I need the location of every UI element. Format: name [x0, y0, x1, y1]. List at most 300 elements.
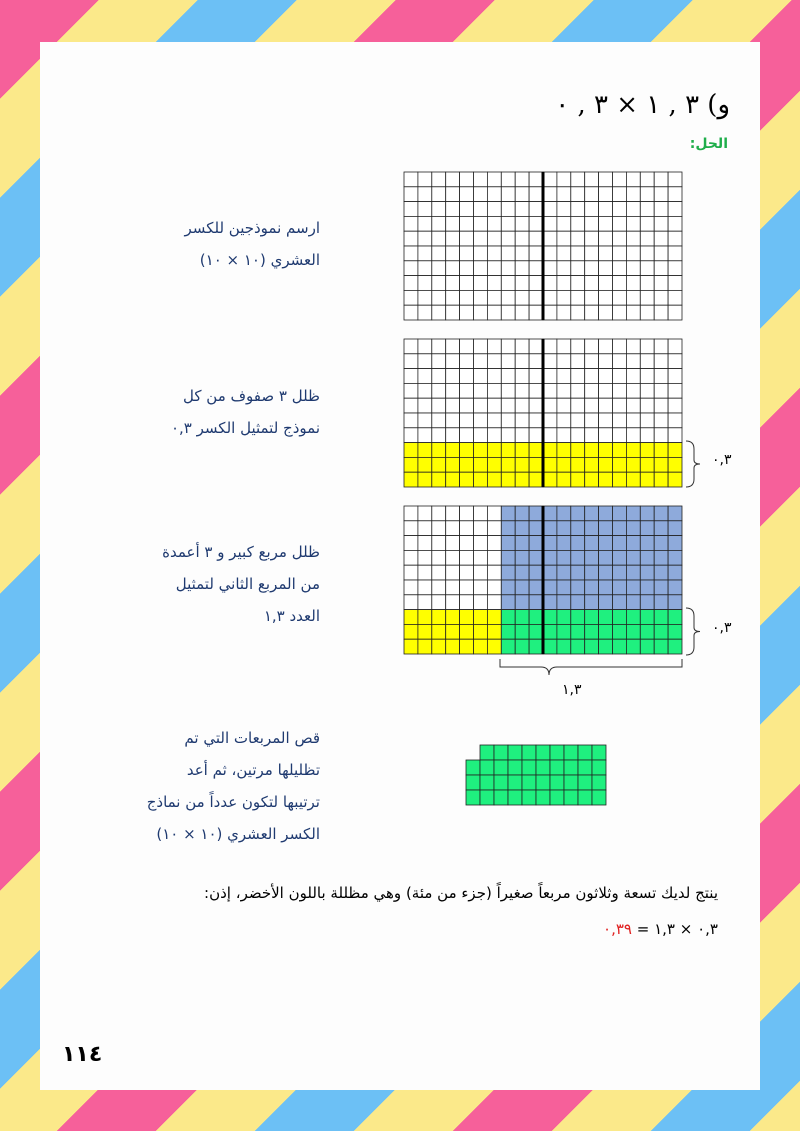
model-1-cell — [626, 231, 640, 246]
model-3-cell — [474, 639, 488, 654]
model-1-cell — [460, 172, 474, 187]
model-1-cell — [418, 172, 432, 187]
page-number: ١١٤ — [62, 1042, 103, 1067]
exercise-title: و) ٣ , ١ × ٣ , ٠ — [555, 90, 730, 120]
brace-rows-2 — [686, 441, 700, 487]
model-1-cell — [501, 172, 515, 187]
model-2-cell — [487, 428, 501, 443]
model-1-cell — [626, 216, 640, 231]
model-3-cell — [487, 624, 501, 639]
model-2-cell — [654, 398, 668, 413]
solution-label: الحل: — [689, 136, 728, 152]
model-1-cell — [668, 305, 682, 320]
model-3-cell — [501, 610, 515, 625]
model-2-cell — [404, 398, 418, 413]
model-2-cell — [418, 443, 432, 458]
model-1-cell — [460, 261, 474, 276]
product-cell — [550, 790, 564, 805]
model-2-cell — [432, 354, 446, 369]
model-1-cell — [487, 172, 501, 187]
model-3-cell — [404, 610, 418, 625]
model-1-cell — [515, 187, 529, 202]
model-2-cell — [585, 443, 599, 458]
product-cell — [522, 745, 536, 760]
model-3-cell — [474, 565, 488, 580]
model-2-cell — [404, 413, 418, 428]
model-1-cell — [571, 261, 585, 276]
model-3-cell — [654, 610, 668, 625]
model-1-cell — [654, 187, 668, 202]
model-1-cell — [626, 290, 640, 305]
model-1-cell — [557, 290, 571, 305]
model-2-cell — [432, 457, 446, 472]
model-2-cell — [487, 472, 501, 487]
model-2-cell — [626, 369, 640, 384]
model-2-cell — [460, 398, 474, 413]
model-1-cell — [557, 202, 571, 217]
model-2-cell — [418, 472, 432, 487]
model-1-cell — [585, 172, 599, 187]
model-1-cell — [640, 305, 654, 320]
model-3-cell — [654, 550, 668, 565]
model-1-cell — [404, 172, 418, 187]
model-1-cell — [432, 290, 446, 305]
model-2-cell — [515, 398, 529, 413]
model-2-cell — [571, 472, 585, 487]
model-2-cell — [474, 339, 488, 354]
product-cell — [494, 745, 508, 760]
model-3-cell — [613, 610, 627, 625]
model-2-cell — [404, 443, 418, 458]
model-3-cell — [432, 580, 446, 595]
product-cell — [494, 760, 508, 775]
model-3-cell — [626, 506, 640, 521]
model-1-cell — [529, 305, 543, 320]
model-2-cell — [404, 369, 418, 384]
model-1-cell — [585, 216, 599, 231]
model-2-cell — [571, 428, 585, 443]
model-2-cell — [640, 413, 654, 428]
model-2-cell — [460, 354, 474, 369]
model-2-cell — [474, 383, 488, 398]
model-3-cell — [501, 536, 515, 551]
model-1-cell — [557, 216, 571, 231]
product-cell — [536, 745, 550, 760]
model-3-cell — [626, 624, 640, 639]
model-3-cell — [626, 536, 640, 551]
model-1-cell — [460, 305, 474, 320]
model-3-cell — [654, 521, 668, 536]
model-3-cell — [585, 506, 599, 521]
model-2-cell — [474, 354, 488, 369]
model-1-cell — [557, 187, 571, 202]
model-2-cell — [487, 398, 501, 413]
model-1-cell — [613, 290, 627, 305]
model-3-cell — [543, 536, 557, 551]
model-1-cell — [515, 290, 529, 305]
model-3-cell — [418, 521, 432, 536]
model-3-cell — [571, 580, 585, 595]
model-1-cell — [668, 202, 682, 217]
model-1-cell — [640, 246, 654, 261]
model-2-cell — [515, 428, 529, 443]
model-2-cell — [404, 472, 418, 487]
model-3-cell — [668, 565, 682, 580]
model-1-cell — [668, 276, 682, 291]
model-3-cell — [585, 639, 599, 654]
model-1-cell — [501, 202, 515, 217]
model-3-cell — [460, 521, 474, 536]
model-1-cell — [626, 187, 640, 202]
model-3-cell — [515, 550, 529, 565]
model-1-cell — [529, 187, 543, 202]
brace-rows-3 — [686, 608, 700, 655]
model-2-cell — [501, 354, 515, 369]
model-2-cell — [626, 428, 640, 443]
model-1-cell — [613, 276, 627, 291]
model-3-cell — [474, 506, 488, 521]
model-3-cell — [432, 506, 446, 521]
product-cell — [536, 775, 550, 790]
model-1-cell — [515, 246, 529, 261]
model-3-cell — [599, 610, 613, 625]
model-1-cell — [515, 202, 529, 217]
model-1-cell — [571, 216, 585, 231]
model-3-cell — [446, 610, 460, 625]
model-1-cell — [613, 216, 627, 231]
model-1-cell — [654, 202, 668, 217]
model-3-cell — [460, 580, 474, 595]
model-3-cell — [501, 624, 515, 639]
model-1-cell — [418, 202, 432, 217]
model-3-cell — [515, 536, 529, 551]
model-1-cell — [501, 216, 515, 231]
model-2-cell — [432, 472, 446, 487]
product-cell — [578, 745, 592, 760]
model-2-cell — [654, 472, 668, 487]
model-3-cell — [557, 610, 571, 625]
product-cell — [508, 745, 522, 760]
model-1-cell — [501, 246, 515, 261]
model-2-cell — [487, 369, 501, 384]
model-2-cell — [446, 383, 460, 398]
model-1-cell — [474, 276, 488, 291]
model-2-cell — [613, 369, 627, 384]
product-cell — [592, 760, 606, 775]
model-3-cell — [543, 506, 557, 521]
product-cell — [494, 790, 508, 805]
model-2-cell — [529, 339, 543, 354]
model-2-cell — [543, 428, 557, 443]
model-2-cell — [599, 428, 613, 443]
model-3-cell — [571, 595, 585, 610]
model-2-cell — [474, 413, 488, 428]
product-cell — [522, 775, 536, 790]
model-2-cell — [529, 383, 543, 398]
model-3-cell — [501, 521, 515, 536]
model-1-cell — [599, 231, 613, 246]
label-rows-2: ٠,٣ — [712, 452, 732, 468]
product-cell — [466, 790, 480, 805]
model-2-cell — [599, 369, 613, 384]
model-2-cell — [404, 428, 418, 443]
model-3-cell — [599, 536, 613, 551]
model-1-cell — [543, 216, 557, 231]
model-1-cell — [487, 187, 501, 202]
product-cell — [578, 760, 592, 775]
model-2-cell — [487, 443, 501, 458]
model-3-cell — [571, 565, 585, 580]
product-cell — [564, 760, 578, 775]
model-3-cell — [432, 521, 446, 536]
model-3-cell — [585, 550, 599, 565]
model-2-cell — [404, 457, 418, 472]
model-1-cell — [432, 216, 446, 231]
model-2-cell — [404, 354, 418, 369]
model-2-cell — [557, 383, 571, 398]
model-3-cell — [474, 624, 488, 639]
model-1-cell — [460, 231, 474, 246]
model-3-cell — [418, 536, 432, 551]
model-3-cell — [529, 521, 543, 536]
model-3-cell — [668, 506, 682, 521]
model-2-cell — [613, 354, 627, 369]
model-3-cell — [404, 565, 418, 580]
model-3-cell — [599, 565, 613, 580]
model-2-cell — [557, 413, 571, 428]
model-2-cell — [487, 339, 501, 354]
model-3-cell — [404, 550, 418, 565]
model-3-cell — [515, 610, 529, 625]
model-2-cell — [515, 369, 529, 384]
model-2-cell — [474, 472, 488, 487]
model-2-cell — [557, 339, 571, 354]
model-1-cell — [640, 216, 654, 231]
model-1-cell — [613, 261, 627, 276]
model-2-cell — [668, 398, 682, 413]
model-1-cell — [557, 276, 571, 291]
model-1-cell — [487, 246, 501, 261]
model-1-cell — [599, 261, 613, 276]
model-3-cell — [446, 595, 460, 610]
model-1-cell — [626, 305, 640, 320]
model-2-cell — [668, 413, 682, 428]
model-1-cell — [599, 290, 613, 305]
model-2-cell — [432, 428, 446, 443]
model-3-cell — [432, 610, 446, 625]
model-3-cell — [529, 624, 543, 639]
model-1-cell — [640, 187, 654, 202]
model-3-cell — [446, 521, 460, 536]
model-2-cell — [599, 472, 613, 487]
model-2-cell — [640, 383, 654, 398]
model-1-cell — [432, 261, 446, 276]
model-2-cell — [501, 428, 515, 443]
model-3-cell — [487, 521, 501, 536]
model-2-cell — [501, 413, 515, 428]
model-3-cell — [599, 580, 613, 595]
model-3-cell — [640, 521, 654, 536]
model-1-cell — [585, 276, 599, 291]
model-1-cell — [515, 261, 529, 276]
model-1-cell — [446, 290, 460, 305]
model-1-cell — [613, 172, 627, 187]
model-1-cell — [529, 202, 543, 217]
model-3-cell — [571, 550, 585, 565]
model-2-cell — [668, 428, 682, 443]
model-3-cell — [668, 624, 682, 639]
model-1-cell — [474, 187, 488, 202]
model-1-cell — [418, 216, 432, 231]
model-3-cell — [571, 536, 585, 551]
model-3-cell — [640, 595, 654, 610]
model-1-cell — [543, 231, 557, 246]
model-1-cell — [446, 305, 460, 320]
model-2-cell — [543, 472, 557, 487]
model-3-cell — [487, 580, 501, 595]
model-3-cell — [599, 506, 613, 521]
model-3-cell — [613, 550, 627, 565]
model-1-cell — [626, 202, 640, 217]
model-1-cell — [613, 246, 627, 261]
model-1-cell — [418, 290, 432, 305]
model-3-cell — [487, 565, 501, 580]
model-1-cell — [474, 305, 488, 320]
model-3-cell — [404, 624, 418, 639]
model-2-cell — [626, 354, 640, 369]
model-1-cell — [474, 216, 488, 231]
model-1-cell — [585, 261, 599, 276]
model-3-cell — [599, 521, 613, 536]
model-3-cell — [626, 580, 640, 595]
model-2-cell — [404, 383, 418, 398]
model-2-cell — [418, 413, 432, 428]
model-1-cell — [599, 305, 613, 320]
model-3-cell — [613, 565, 627, 580]
model-2-cell — [626, 339, 640, 354]
model-1-cell — [487, 305, 501, 320]
model-3-cell — [640, 550, 654, 565]
model-2-cell — [585, 428, 599, 443]
model-3-cell — [446, 624, 460, 639]
product-cell — [550, 775, 564, 790]
model-2-cell — [557, 443, 571, 458]
product-cell — [466, 760, 480, 775]
model-2-cell — [543, 383, 557, 398]
model-3-cell — [446, 506, 460, 521]
model-3-cell — [543, 580, 557, 595]
model-2-cell — [599, 398, 613, 413]
model-2-cell — [501, 457, 515, 472]
product-cell — [508, 790, 522, 805]
model-3-cell — [418, 610, 432, 625]
product-cell — [578, 790, 592, 805]
model-3-cell — [446, 536, 460, 551]
model-3-cell — [613, 506, 627, 521]
model-2-cell — [599, 383, 613, 398]
model-3-cell — [626, 595, 640, 610]
model-2-cell — [460, 472, 474, 487]
model-1-cell — [460, 246, 474, 261]
model-3-cell — [613, 580, 627, 595]
model-3-cell — [515, 595, 529, 610]
step-2-text: ظلل ٣ صفوف من كل نموذج لتمثيل الكسر ٠,٣ — [170, 387, 320, 437]
model-1-cell — [404, 187, 418, 202]
model-1-cell — [529, 231, 543, 246]
step-4-text: قص المربعات التي تم تظليلها مرتين، ثم أعد ترتيبها لتكون عدداً من نماذج الكسر العشري (١٠ × ١٠) — [146, 729, 320, 843]
label-cols-3: ١,٣ — [562, 682, 582, 698]
model-2-cell — [446, 472, 460, 487]
model-1-cell — [404, 216, 418, 231]
model-2-cell — [460, 369, 474, 384]
model-1-cell — [557, 305, 571, 320]
product-cell — [494, 775, 508, 790]
model-2-cell — [418, 457, 432, 472]
model-1-cell — [585, 202, 599, 217]
model-3-cell — [571, 639, 585, 654]
model-1-cell — [418, 231, 432, 246]
model-2-cell — [543, 339, 557, 354]
model-2-cell — [515, 472, 529, 487]
model-3-cell — [626, 550, 640, 565]
model-2-cell — [529, 443, 543, 458]
step-1-text: ارسم نموذجين للكسر العشري (١٠ × ١٠) — [184, 219, 320, 269]
model-3-cell — [599, 624, 613, 639]
model-3-cell — [529, 595, 543, 610]
brace-cols-3 — [500, 659, 682, 675]
model-2-cell — [446, 354, 460, 369]
model-2-cell — [432, 369, 446, 384]
model-3-cell — [543, 565, 557, 580]
model-3-cell — [557, 624, 571, 639]
model-3-cell — [654, 506, 668, 521]
model-1-cell — [571, 246, 585, 261]
model-3-cell — [474, 595, 488, 610]
model-1-cell — [613, 187, 627, 202]
model-1-cell — [543, 187, 557, 202]
model-3-cell — [418, 550, 432, 565]
model-1-cell — [599, 187, 613, 202]
model-3-cell — [515, 624, 529, 639]
model-2-cell — [613, 457, 627, 472]
model-3-cell — [474, 610, 488, 625]
model-1-cell — [446, 187, 460, 202]
model-1-cell — [515, 231, 529, 246]
label-rows-3: ٠,٣ — [712, 620, 732, 636]
model-3-cell — [404, 506, 418, 521]
model-3-cell — [474, 521, 488, 536]
model-3-cell — [626, 639, 640, 654]
model-3-cell — [487, 536, 501, 551]
model-3-cell — [557, 595, 571, 610]
model-3-cell — [501, 506, 515, 521]
model-3-cell — [599, 550, 613, 565]
model-1-cell — [543, 261, 557, 276]
model-1-cell — [668, 187, 682, 202]
model-1-cell — [418, 187, 432, 202]
model-3-cell — [432, 624, 446, 639]
model-3-cell — [460, 506, 474, 521]
model-1-cell — [654, 246, 668, 261]
model-1-cell — [418, 305, 432, 320]
model-2-cell — [474, 398, 488, 413]
model-2-cell — [654, 428, 668, 443]
model-3-cell — [626, 610, 640, 625]
model-2-cell — [418, 398, 432, 413]
model-2-cell — [626, 398, 640, 413]
model-2-cell — [571, 457, 585, 472]
model-1-cell — [446, 276, 460, 291]
